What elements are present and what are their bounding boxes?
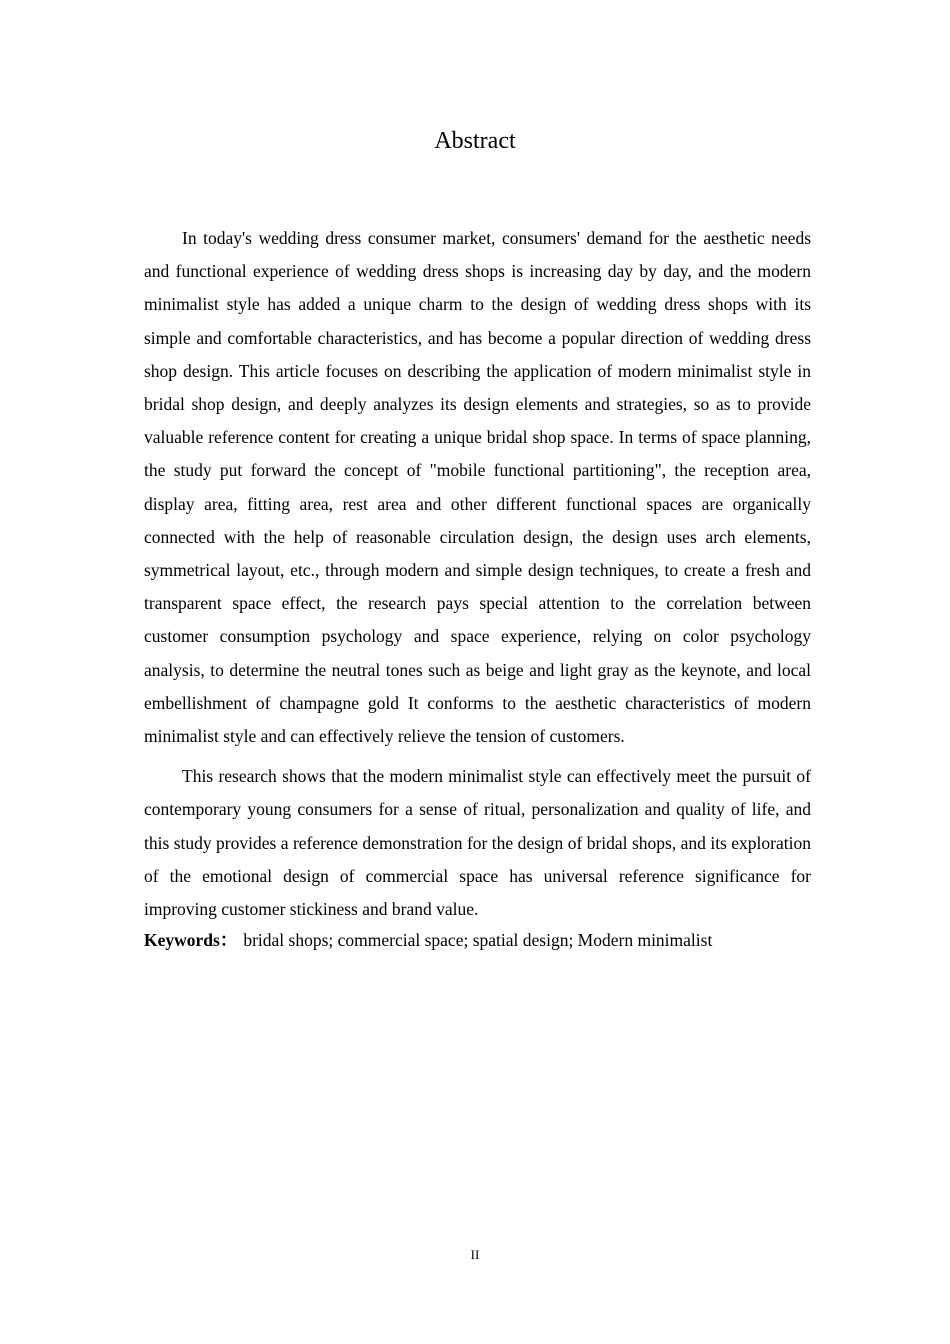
keywords-line	[144, 926, 811, 954]
keywords-label: Keywords	[144, 930, 220, 951]
keywords-text: bridal shops; commercial space; spatial design; Modern minimalist	[243, 930, 713, 951]
page-number: II	[470, 1247, 480, 1262]
keywords-separator: ：	[219, 930, 238, 951]
abstract-body	[144, 222, 811, 954]
abstract-paragraph-2: This research shows that the modern minimalist style can effectively meet the pursuit of contemporary young consumers for a sense of ritual, personalization and quality of life, and this study provides a reference demonstration for the design of bridal shops, and its exploration of the emotional design of commercial space has universal reference significance for improving customer stickiness and brand value.	[144, 766, 811, 920]
abstract-paragraph-1: In today's wedding dress consumer market, consumers' demand for the aesthetic needs and functional experience of wedding dress shops is increasing day by day, and the modern minimalist style has added a unique charm to the design of wedding dress shops with its simple and comfortable characteristics, and has become a popular direction of wedding dress shop design. This article focuses on describing the application of modern minimalist style in bridal shop design, and deeply analyzes its design elements and strategies, so as to provide valuable reference content for creating a unique bridal shop space. In terms of space planning, the study put forward the concept of "mobile functional partitioning", the reception area, display area, fitting area, rest area and other different functional spaces are organically connected with the help of reasonable circulation design, the design uses arch elements, symmetrical layout, etc., through modern and simple design techniques, to create a fresh and transparent space effect, the research pays special attention to the correlation between customer consumption psychology and space experience, relying on color psychology analysis, to determine the neutral tones such as beige and light gray as the keynote, and local embellishment of champagne gold It conforms to the aesthetic characteristics of modern minimalist style and can effectively relieve the tension of customers.	[144, 228, 811, 747]
abstract-title: Abstract	[434, 128, 516, 154]
